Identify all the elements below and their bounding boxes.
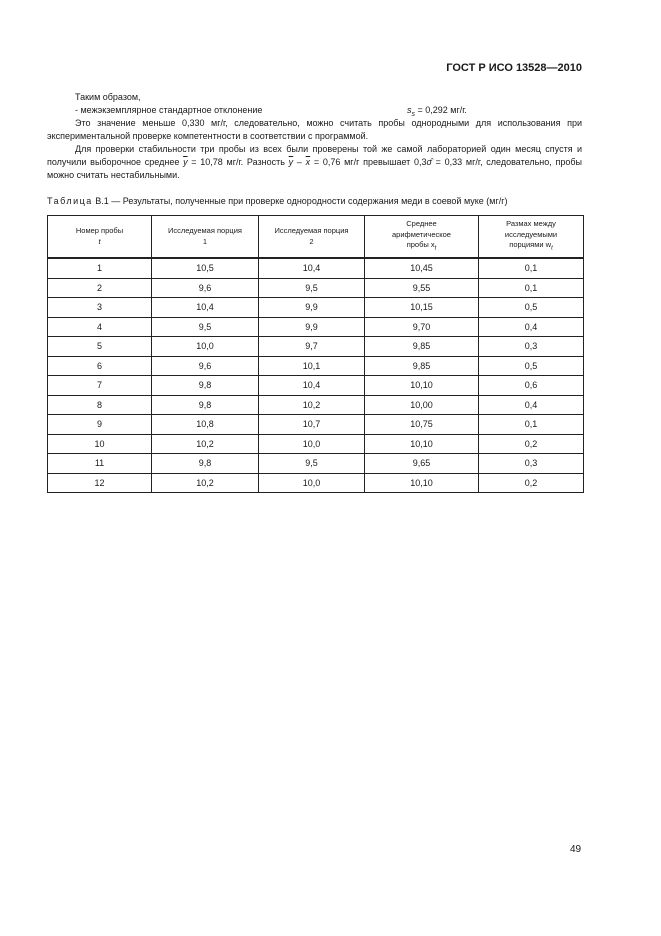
cell-portion-2: 10,2 (259, 395, 365, 415)
table-row (48, 317, 584, 337)
cell-portion-2: 9,9 (259, 317, 365, 337)
table-row (48, 395, 584, 415)
header-sample-number: Номер пробы t (48, 216, 152, 259)
copper-homogeneity-table (47, 215, 584, 493)
cell-portion-1: 9,6 (152, 356, 259, 376)
table-row (48, 337, 584, 357)
cell-range: 0,1 (479, 258, 584, 278)
y-bar-symbol-2: $\overline{y}$ (288, 157, 294, 167)
cell-range: 0,4 (479, 395, 584, 415)
cell-sample-number: 4 (48, 317, 152, 337)
cell-portion-2: 9,9 (259, 298, 365, 318)
cell-range: 0,2 (479, 473, 584, 493)
header-portion-1: Исследуемая порция 1 (152, 216, 259, 259)
cell-mean: 10,15 (365, 298, 479, 318)
table-row (48, 298, 584, 318)
table-row (48, 356, 584, 376)
header-mean: Среднее арифметическое пробы $x_t$ (365, 216, 479, 259)
paragraph-stability (47, 143, 582, 182)
cell-range: 0,5 (479, 298, 584, 318)
body-text (47, 91, 582, 182)
cell-portion-1: 10,8 (152, 415, 259, 435)
table-row (48, 258, 584, 278)
cell-portion-2: 10,4 (259, 376, 365, 396)
table-row (48, 415, 584, 435)
table-row (48, 376, 584, 396)
page-number: 49 (570, 844, 582, 855)
para2-part-d: = 0,33 мг/г, следовательно, пробы можно считать нестабильными. (47, 157, 582, 180)
cell-range: 0,1 (479, 278, 584, 298)
cell-portion-2: 10,7 (259, 415, 365, 435)
cell-sample-number: 11 (48, 454, 152, 474)
cell-portion-1: 10,5 (152, 258, 259, 278)
cell-portion-1: 9,8 (152, 395, 259, 415)
table-caption (47, 196, 508, 206)
table-header-row (48, 216, 584, 259)
cell-mean: 10,10 (365, 434, 479, 454)
formula-sub: s (411, 110, 415, 118)
table-row (48, 434, 584, 454)
y-bar-symbol: $\overline{y}$ (183, 157, 188, 167)
cell-portion-1: 10,4 (152, 298, 259, 318)
cell-mean: 10,45 (365, 258, 479, 278)
formula-val: = 0,292 мг/г. (415, 105, 467, 115)
cell-sample-number: 5 (48, 337, 152, 357)
caption-text: В.1 — Результаты, полученные при проверке однородности содержания меди в соевой муке (мг/г) (92, 196, 508, 206)
cell-portion-2: 10,1 (259, 356, 365, 376)
cell-portion-2: 10,0 (259, 434, 365, 454)
cell-sample-number: 12 (48, 473, 152, 493)
cell-portion-1: 10,2 (152, 473, 259, 493)
cell-sample-number: 8 (48, 395, 152, 415)
cell-mean: 10,75 (365, 415, 479, 435)
sigma-hat-symbol: σ̂ (426, 157, 432, 167)
cell-sample-number: 2 (48, 278, 152, 298)
cell-mean: 9,85 (365, 356, 479, 376)
table-body (48, 258, 584, 493)
cell-portion-2: 9,5 (259, 454, 365, 474)
cell-mean: 10,00 (365, 395, 479, 415)
intro-line-2 (47, 104, 582, 117)
para2-part-b: = 10,78 мг/г. Разность (187, 157, 289, 167)
cell-range: 0,1 (479, 415, 584, 435)
para2-part-a: Для проверки стабильности три пробы из всех были проверены той же самой лабораторией один месяц спустя и получили выборочное среднее (47, 144, 582, 167)
cell-range: 0,2 (479, 434, 584, 454)
cell-portion-1: 9,8 (152, 454, 259, 474)
formula-ss (407, 104, 467, 121)
cell-portion-1: 9,6 (152, 278, 259, 298)
header-portion-2: Исследуемая порция 2 (259, 216, 365, 259)
cell-sample-number: 3 (48, 298, 152, 318)
cell-mean: 9,85 (365, 337, 479, 357)
cell-mean: 9,70 (365, 317, 479, 337)
table-row (48, 454, 584, 474)
cell-portion-2: 9,7 (259, 337, 365, 357)
table-row (48, 473, 584, 493)
cell-range: 0,3 (479, 454, 584, 474)
cell-portion-2: 10,0 (259, 473, 365, 493)
cell-portion-1: 9,5 (152, 317, 259, 337)
cell-sample-number: 7 (48, 376, 152, 396)
formula-var: s (407, 105, 412, 115)
cell-mean: 10,10 (365, 473, 479, 493)
cell-portion-1: 9,8 (152, 376, 259, 396)
document-header: ГОСТ Р ИСО 13528—2010 (446, 62, 582, 74)
cell-mean: 9,55 (365, 278, 479, 298)
cell-sample-number: 6 (48, 356, 152, 376)
cell-mean: 10,10 (365, 376, 479, 396)
cell-range: 0,3 (479, 337, 584, 357)
x-bar-symbol: $\overline{x}$ (305, 157, 311, 167)
cell-portion-1: 10,2 (152, 434, 259, 454)
caption-label: Таблица (47, 196, 93, 206)
cell-portion-1: 10,0 (152, 337, 259, 357)
cell-mean: 9,65 (365, 454, 479, 474)
minus-sign: – (293, 157, 306, 167)
cell-range: 0,4 (479, 317, 584, 337)
header-range: Размах между исследуемыми порциями $w_t$ (479, 216, 584, 259)
intro-line-1: Таким образом, (75, 92, 141, 102)
table-row (48, 278, 584, 298)
cell-sample-number: 9 (48, 415, 152, 435)
cell-sample-number: 10 (48, 434, 152, 454)
paragraph-homogeneity: Это значение меньше 0,330 мг/г, следовательно, можно считать пробы однородными для использования при экспериментальной проверке компетентности в соответствии с программой. (47, 118, 582, 141)
cell-portion-2: 9,5 (259, 278, 365, 298)
cell-range: 0,6 (479, 376, 584, 396)
cell-portion-2: 10,4 (259, 258, 365, 278)
para2-part-c: = 0,76 мг/г превышает 0,3 (310, 157, 427, 167)
intro-line-2-text: - межэкземплярное стандартное отклонение (75, 105, 263, 115)
cell-range: 0,5 (479, 356, 584, 376)
cell-sample-number: 1 (48, 258, 152, 278)
